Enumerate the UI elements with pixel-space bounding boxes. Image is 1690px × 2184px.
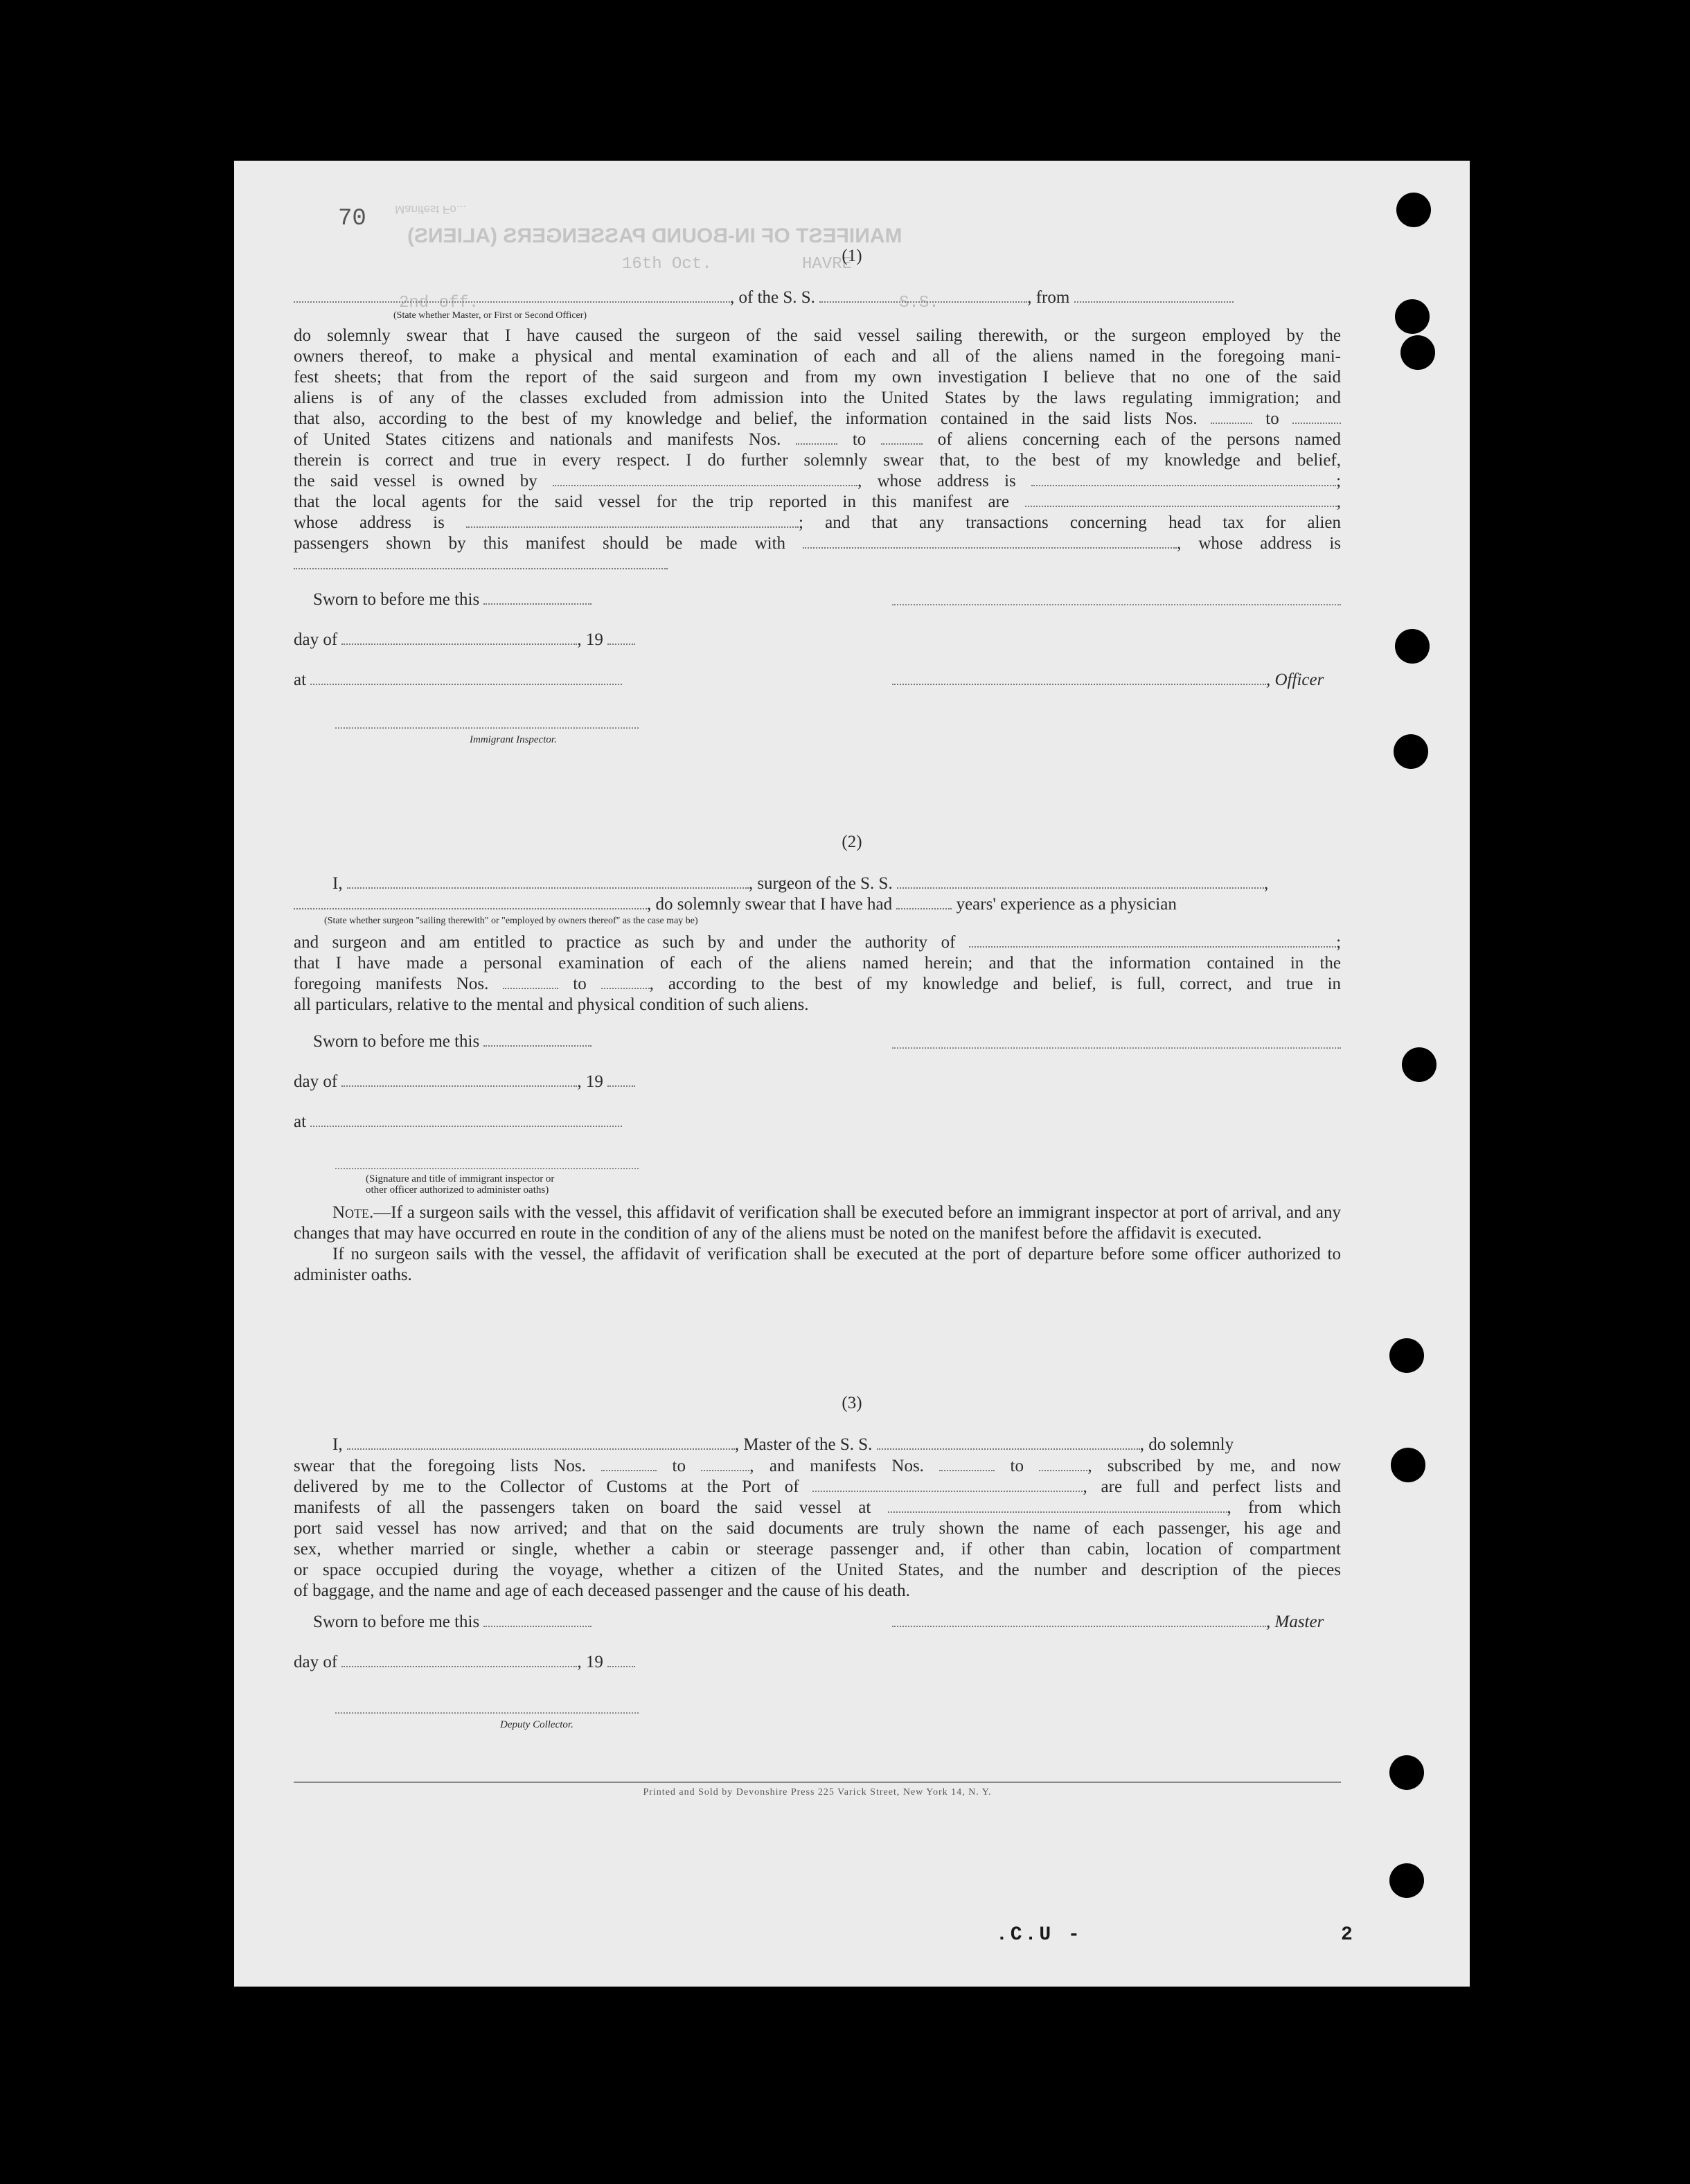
section-1-officer-signature-line-a <box>892 604 1341 605</box>
punch-hole <box>1389 1755 1424 1790</box>
section-2-sworn-line: Sworn to before me this <box>313 1032 592 1051</box>
section-2-line-1: I, , surgeon of the S. S. , <box>332 874 1269 893</box>
section-1-number: (1) <box>842 247 862 265</box>
section-1-at-line: at <box>294 671 622 690</box>
manifest-page <box>234 161 1470 1987</box>
punch-hole <box>1389 1338 1424 1373</box>
section-2-line-2: , do solemnly swear that I have had years' experience as a physician <box>294 895 1177 914</box>
officer-signature-blank <box>892 674 1266 685</box>
section-3-line-1: I, , Master of the S. S. , do solemnly <box>332 1435 1234 1454</box>
section-1-sworn-line: Sworn to before me this <box>313 590 592 610</box>
section-1-officer-line: , Officer <box>892 671 1324 690</box>
section-2-day-line: day of , 19 <box>294 1072 635 1092</box>
immigrant-inspector-caption: Immigrant Inspector. <box>470 734 557 745</box>
officer-name-blank <box>294 292 730 303</box>
punch-hole <box>1400 335 1435 370</box>
state-surgeon-caption: (State whether surgeon "sailing therewith" or "employed by owners thereof" as the case may be) <box>324 916 698 926</box>
vessel-name-blank <box>819 292 1027 303</box>
section-3-day-line: day of , 19 <box>294 1653 635 1672</box>
bottom-stamp-right: 2 <box>1341 1924 1355 1946</box>
state-officer-caption: (State whether Master, or First or Second Officer) <box>393 310 587 321</box>
bottom-stamp-left: .C.U - <box>996 1924 1083 1946</box>
section-3-oath-paragraph: swear that the foregoing lists Nos. to , and manifests Nos. to , subscribed by me, and now delivered by me to the Collector of Customs at the Port of , are full and perfect lists and manifests of all the passengers taken on board the said vessel at , from which port said vessel has now arrived; and that on the said documents are truly shown the name of each passenger, his age and sex, whether married or single, whether a cabin or steerage passenger and, if other than cabin, location of compartment or space occupied during the voyage, whether a citizen of the United States, and the number and description of the pieces of baggage, and the name and age of each deceased passenger and the cause of his death. <box>294 1457 1342 1600</box>
section-2-number: (2) <box>842 833 862 851</box>
section-3-sworn-line: Sworn to before me this <box>313 1613 592 1632</box>
punch-hole <box>1395 629 1430 664</box>
bleed-through-title: MANIFEST OF IN-BOUND PASSENGERS (ALIENS) <box>407 224 902 247</box>
deputy-collector-caption: Deputy Collector. <box>500 1719 573 1730</box>
footer-rule <box>294 1782 1341 1783</box>
punch-hole <box>1396 193 1431 227</box>
section-2-oath-paragraph: and surgeon and am entitled to practice as such by and under the authority of ; that I have made a personal examination of each of the aliens named herein; and that the information contained in the foregoing manifests Nos. to , according to the best of my knowledge and belief, is full, correct, and true in all particulars, relative to the mental and physical condition of such aliens. <box>294 933 1342 1014</box>
printer-footer: Printed and Sold by Devonshire Press 225 Varick Street, New York 14, N. Y. <box>643 1787 992 1797</box>
handwritten-vessel-ghost: S.S. <box>899 294 939 312</box>
section-3-master-line: , Master <box>892 1613 1324 1632</box>
handwritten-officer-ghost: 2nd off. <box>399 294 479 312</box>
section-2-inspector-signature-line <box>335 1168 639 1169</box>
punch-hole <box>1395 299 1430 334</box>
section-2-signature-caption-2: other officer authorized to administer oaths) <box>366 1184 549 1196</box>
handwritten-date-ghost: 16th Oct. <box>622 255 712 274</box>
page-number-ghost: 70 <box>338 206 366 232</box>
section-1-oath-paragraph: do solemnly swear that I have caused the surgeon of the said vessel sailing therewith, or the surgeon employed by the owners thereof, to make a physical and mental examination of each and all of the aliens named in the foregoing mani- fest sheets; that from the report of the said surgeon and from my own investigation I believe that no one of the said aliens is of any of the classes excluded from admission into the United States by the laws regulating immigration; and that also, according to the best of my knowledge and belief, the information contained in the said lists Nos. to of United States citizens and nationals and manifests Nos. to of aliens concerning each of the persons named therein is correct and true in every respect. I do further solemnly swear that, to the best of my knowledge and belief, the said vessel is owned by , whose address is ; that the local agents for the said vessel for the trip reported in this manifest are , whose address is ; and that any transactions concerning head tax for alien passengers shown by this manifest should be made with , whose address is <box>294 326 1341 575</box>
section-2-at-line: at <box>294 1112 622 1132</box>
punch-hole <box>1391 1448 1425 1482</box>
master-signature-blank <box>892 1616 1266 1627</box>
section-3-number: (3) <box>842 1394 862 1412</box>
section-2-surgeon-signature-line <box>892 1047 1341 1049</box>
handwritten-port-ghost: HAVRE <box>802 255 853 274</box>
section-1-line-1: , of the S. S. , from <box>294 288 1234 308</box>
section-2-signature-caption-1: (Signature and title of immigrant inspector or <box>366 1173 555 1184</box>
from-port-blank <box>1074 292 1234 303</box>
note-paragraph: Note.—If a surgeon sails with the vessel, this affidavit of verification shall be executed before an immigrant inspector at port of arrival, and any changes that may have occurred en route in the condition of any of the aliens must be noted on the manifest before the affidavit is executed. If no surgeon sails with the vessel, the affidavit of verification shall be executed at the port of departure before some officer authorized to administer oaths. <box>294 1203 1341 1284</box>
punch-hole <box>1402 1047 1436 1082</box>
section-1-inspector-signature-line <box>335 727 639 729</box>
section-3-collector-signature-line <box>335 1712 639 1714</box>
punch-hole <box>1389 1863 1424 1898</box>
bleed-through-publisher: Manifest Fo... <box>395 203 466 216</box>
section-1-day-line: day of , 19 <box>294 630 635 650</box>
punch-hole <box>1394 734 1428 769</box>
